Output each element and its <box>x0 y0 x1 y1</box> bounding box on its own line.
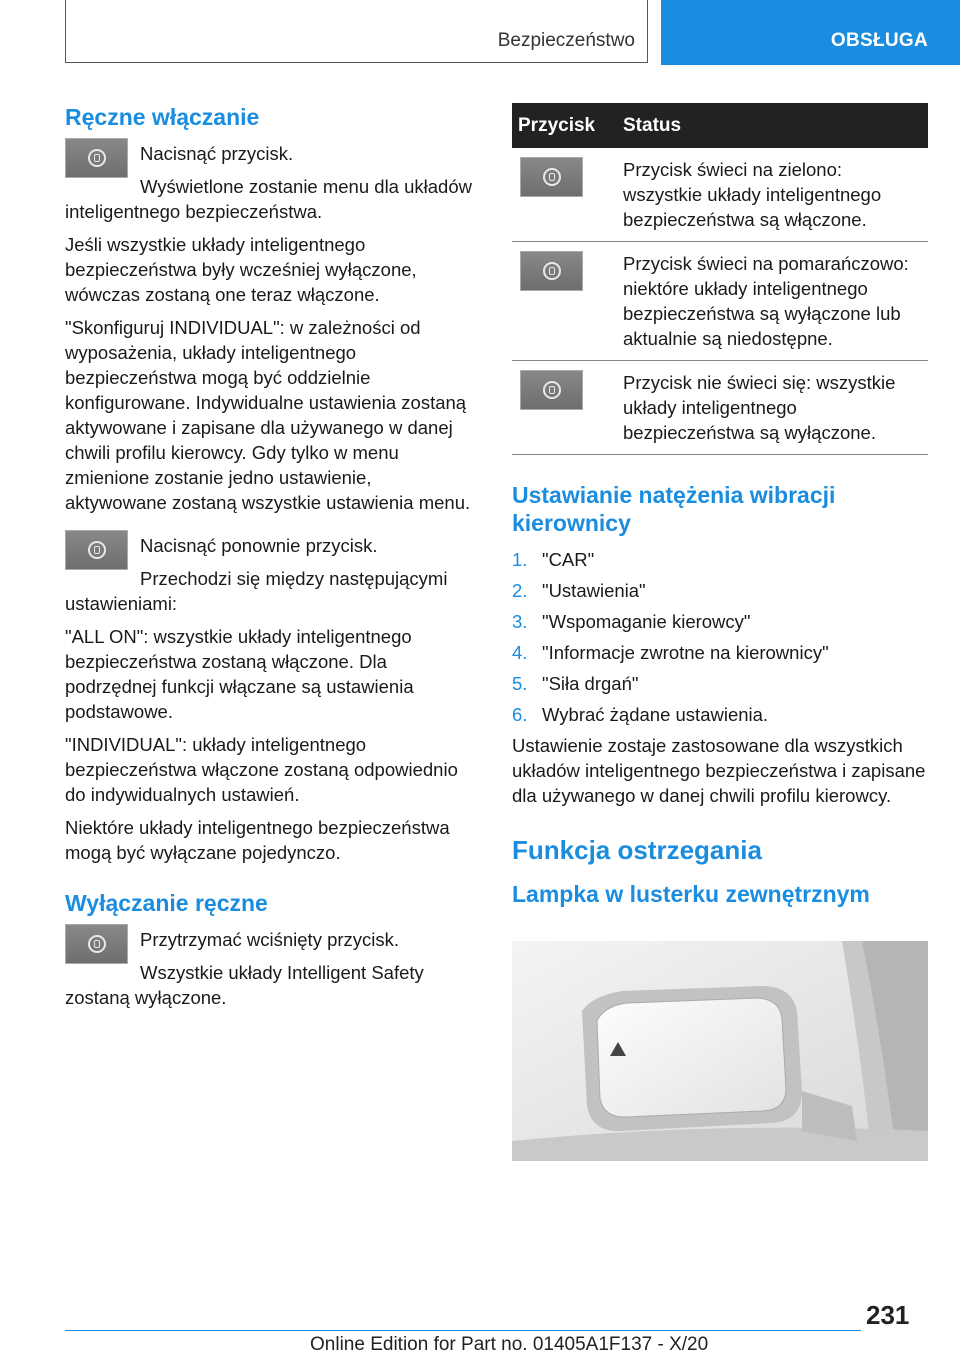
left-column <box>65 103 478 1018</box>
right-column <box>512 103 928 918</box>
table-header-row <box>512 103 928 148</box>
intelligent-safety-button-icon <box>520 251 583 291</box>
heading-manual-on: Ręczne włączanie <box>65 104 260 130</box>
status-table <box>512 103 928 455</box>
table-row <box>512 242 928 361</box>
footer-edition: Online Edition for Part no. 01405A1F137 - X/20 <box>310 1334 709 1355</box>
paragraph: Przechodzi się między następującymi ustawieniami: <box>65 568 448 614</box>
button-step <box>65 927 478 1010</box>
heading-warning-function: Funkcja ostrzegania <box>512 835 762 865</box>
list-item: 2. "Ustawienia" <box>512 580 646 601</box>
heading-manual-off: Wyłączanie ręczne <box>65 890 268 916</box>
button-step <box>65 533 478 616</box>
paragraph: "INDIVIDUAL": układy inteligentnego bezpieczeństwa włączone zostaną odpowiednio do indywidualnych ustawień. <box>65 734 458 805</box>
footer-divider <box>65 1330 861 1331</box>
paragraph: Niektóre układy inteligentnego bezpieczeństwa mogą być wyłączane pojedynczo. <box>65 817 450 863</box>
list-item: 1. "CAR" <box>512 549 595 570</box>
tab-label: OBSŁUGA <box>830 30 928 51</box>
mirror-photo <box>512 941 928 1161</box>
paragraph: "Skonfiguruj INDIVIDUAL": w zależności od wyposażenia, układy inteligentnego bezpieczeństwa mogą być oddzielnie konfigurowane. Indywidualne ustawienia zostaną aktywowane i zapisane dla używanego w danej chwili profilu kierowcy. Gdy tylko w menu zmienione zostanie jedno ustawienie, aktywowane zostaną wszystkie ustawienia menu. <box>65 317 471 513</box>
table-row <box>512 361 928 455</box>
heading-mirror-light: Lampka w lusterku zewnętrznym <box>512 881 870 907</box>
intelligent-safety-button-icon <box>65 924 128 964</box>
table-row <box>512 148 928 242</box>
intelligent-safety-button-icon <box>520 157 583 197</box>
button-step <box>65 141 478 224</box>
paragraph: Wyświetlone zostanie menu dla układów inteligentnego bezpieczeństwa. <box>65 176 472 222</box>
paragraph: Ustawienie zostaje zastosowane dla wszystkich układów inteligentnego bezpieczeństwa i zapisane dla używanego w danej chwili profilu kierowcy. <box>512 735 926 806</box>
status-cell: Przycisk świeci na zielono: wszystkie układy inteligentnego bezpieczeństwa są włączone. <box>617 148 928 242</box>
paragraph: Przytrzymać wciśnięty przycisk. <box>140 929 400 950</box>
tab-obsluga[interactable] <box>661 0 960 65</box>
heading-vibration: Ustawianie natężenia wibracji kierownicy <box>512 482 836 536</box>
column-header-status: Status <box>617 103 928 148</box>
paragraph: Nacisnąć ponownie przycisk. <box>140 535 378 556</box>
intelligent-safety-button-icon <box>65 138 128 178</box>
list-item: 6. Wybrać żądane ustawienia. <box>512 704 769 725</box>
paragraph: Jeśli wszystkie układy inteligentnego bezpieczeństwa były wcześniej wyłączone, wówczas zostaną one teraz włączone. <box>65 234 417 305</box>
list-item: 5. "Siła drgań" <box>512 673 639 694</box>
list-item: 4. "Informacje zwrotne na kierownicy" <box>512 642 829 663</box>
status-cell: Przycisk świeci na pomarańczowo: niektóre układy inteligentnego bezpieczeństwa są wyłączone lub aktualnie są niedostępne. <box>617 242 928 361</box>
list-item: 3. "Wspomaganie kierowcy" <box>512 611 751 632</box>
paragraph: Nacisnąć przycisk. <box>140 143 294 164</box>
steps-list <box>512 547 928 727</box>
page-number: 231 <box>866 1300 910 1330</box>
section-title: Bezpieczeństwo <box>497 30 635 51</box>
paragraph: "ALL ON": wszystkie układy inteligentnego bezpieczeństwa zostaną włączone. Dla podrzędnej funkcji włączane są ustawienia podstawowe. <box>65 626 414 722</box>
paragraph: Wszystkie układy Intelligent Safety zostaną wyłączone. <box>65 962 424 1008</box>
status-cell: Przycisk nie świeci się: wszystkie układy inteligentnego bezpieczeństwa są wyłączone. <box>617 361 928 455</box>
intelligent-safety-button-icon <box>65 530 128 570</box>
column-header-button: Przycisk <box>512 103 617 148</box>
header-frame <box>65 0 648 63</box>
intelligent-safety-button-icon <box>520 370 583 410</box>
